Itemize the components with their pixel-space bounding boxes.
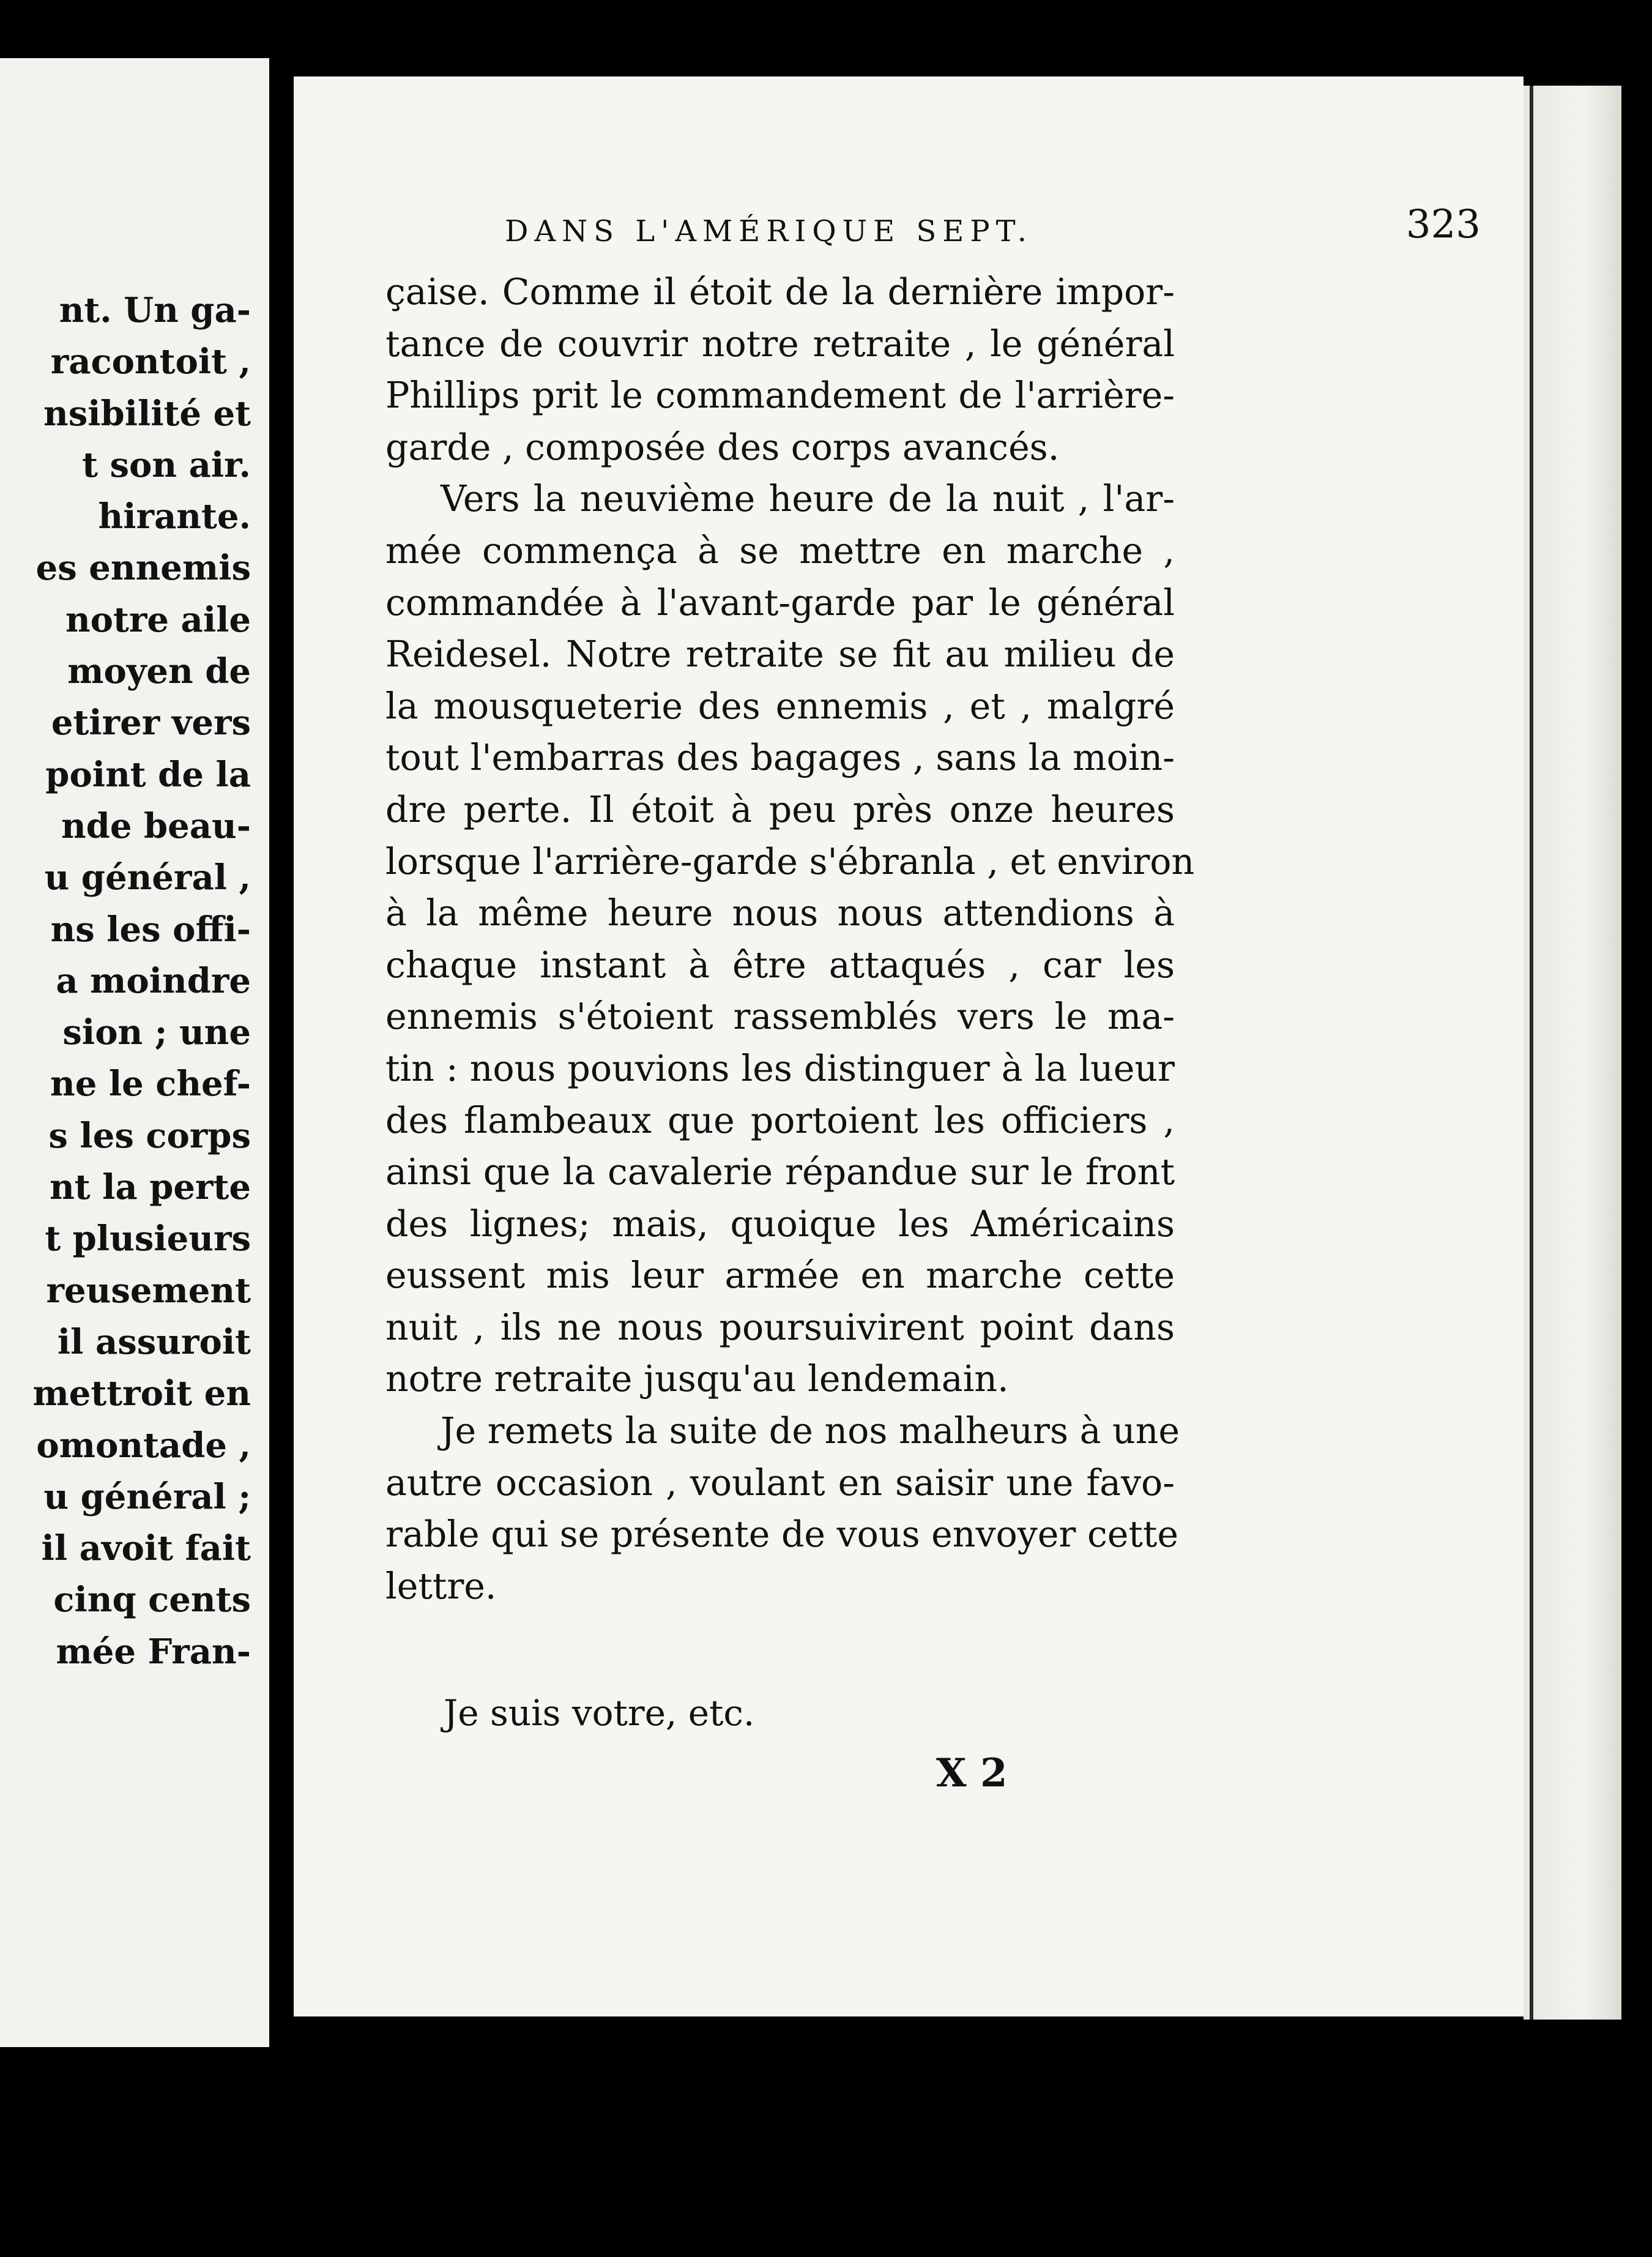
text-line: eussent mis leur armée en marche cette — [385, 1255, 1175, 1297]
running-title: DANS L'AMÉRIQUE SEPT. — [505, 214, 1033, 248]
right-page — [294, 76, 1524, 2016]
left-text-line: moyen de — [67, 651, 251, 692]
signature-mark: X 2 — [936, 1750, 1008, 1796]
text-line: Reidesel. Notre retraite se fit au milieu de — [385, 633, 1175, 676]
left-text-line: il avoit fait — [41, 1528, 251, 1569]
text-line: nuit , ils ne nous poursuivirent point dans — [385, 1306, 1175, 1348]
left-text-line: t son air. — [82, 444, 251, 485]
text-line: des flambeaux que portoient les officiers , — [385, 1099, 1175, 1141]
left-text-line: nde beau- — [61, 805, 251, 846]
text-line: la mousqueterie des ennemis , et , malgré — [385, 685, 1175, 727]
text-line: Je remets la suite de nos malheurs à une — [441, 1410, 1180, 1452]
text-line: notre retraite jusqu'au lendemain. — [385, 1358, 1009, 1400]
book-gutter — [269, 58, 294, 2047]
left-text-line: t plusieurs — [45, 1218, 251, 1259]
text-line: rable qui se présente de vous envoyer cette — [385, 1513, 1178, 1556]
text-line: tout l'embarras des bagages , sans la moin- — [385, 737, 1175, 779]
text-line: à la même heure nous nous attendions à — [385, 892, 1175, 935]
text-line: des lignes; mais, quoique les Américains — [385, 1203, 1175, 1245]
text-line: ainsi que la cavalerie répandue sur le front — [385, 1151, 1175, 1193]
left-text-line: es ennemis — [35, 548, 251, 589]
closing-line: Je suis votre, etc. — [444, 1692, 755, 1734]
left-text-line: mettroit en — [32, 1373, 251, 1414]
left-text-line: etirer vers — [51, 703, 251, 744]
left-text-line: u général ; — [43, 1476, 251, 1517]
left-text-line: point de la — [45, 754, 251, 795]
text-line: garde , composée des corps avancés. — [385, 426, 1060, 468]
left-text-line: cinq cents — [53, 1580, 251, 1621]
left-text-line: ne le chef- — [50, 1064, 251, 1105]
left-text-line: nt la perte — [50, 1167, 251, 1208]
left-text-line: mée Fran- — [56, 1631, 251, 1672]
text-line: Vers la neuvième heure de la nuit , l'ar- — [441, 478, 1175, 520]
text-line: lorsque l'arrière-garde s'ébranla , et environ — [385, 840, 1195, 882]
left-text-line: omontade , — [36, 1425, 251, 1466]
left-text-line: racontoit , — [50, 341, 251, 382]
text-line: lettre. — [385, 1565, 497, 1607]
text-line: dre perte. Il étoit à peu près onze heures — [385, 788, 1175, 830]
left-text-line: a moindre — [56, 960, 251, 1001]
left-text-line: s les corps — [48, 1115, 251, 1156]
page-edge — [1524, 86, 1621, 2020]
left-text-line: notre aile — [65, 599, 251, 640]
left-text-line: hirante. — [98, 496, 251, 537]
text-line: Phillips prit le commandement de l'arrière- — [385, 375, 1175, 417]
left-text-line: u général , — [44, 857, 251, 898]
left-text-line: nt. Un ga- — [59, 290, 251, 330]
text-line: çaise. Comme il étoit de la dernière impor- — [385, 271, 1175, 313]
left-page — [0, 58, 269, 2047]
left-page-text — [33, 285, 251, 1677]
left-text-line: nsibilité et — [43, 393, 251, 434]
text-line: chaque instant à être attaqués , car les — [385, 944, 1175, 986]
text-line: ennemis s'étoient rassemblés vers le ma- — [385, 996, 1175, 1038]
page-number: 323 — [1405, 202, 1481, 247]
left-text-line: reusement — [46, 1270, 251, 1311]
page-header — [505, 202, 1481, 269]
text-line: autre occasion , voulant en saisir une favo- — [385, 1461, 1175, 1504]
text-line: tin : nous pouvions les distinguer à la lueur — [385, 1047, 1175, 1089]
text-line: mée commença à se mettre en marche , — [385, 529, 1175, 572]
left-text-line: il assuroit — [57, 1321, 251, 1362]
left-text-line: ns les offi- — [50, 909, 251, 950]
left-text-line: sion ; une — [62, 1012, 251, 1053]
text-line: commandée à l'avant-garde par le général — [385, 581, 1175, 624]
text-line: tance de couvrir notre retraite , le général — [385, 323, 1175, 365]
body-text — [385, 266, 1195, 1612]
